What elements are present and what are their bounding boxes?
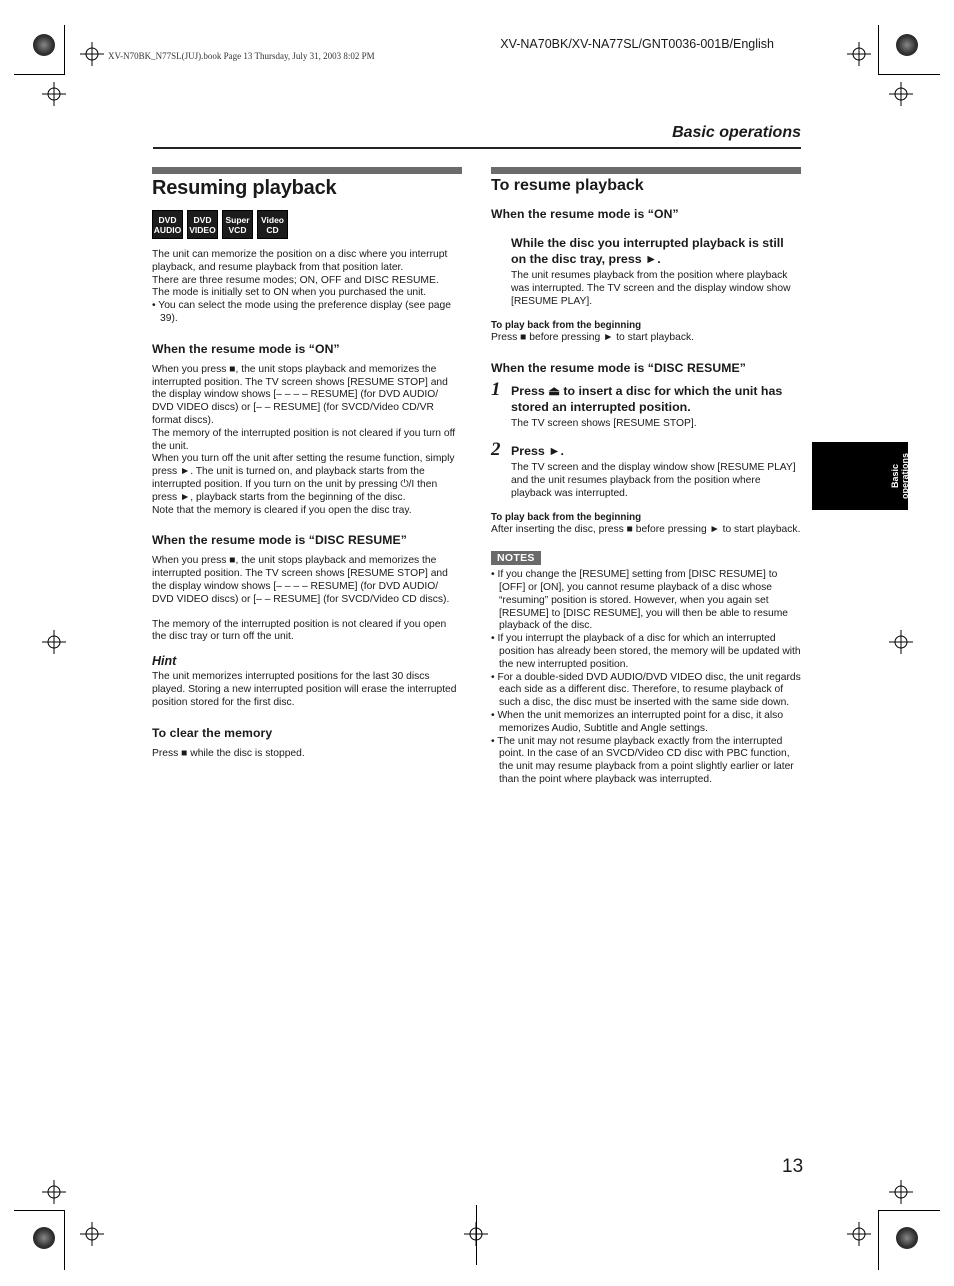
- play-beginning-text: After inserting the disc, press ■ before pressing ► to start playback.: [491, 524, 801, 536]
- step-number: 2: [491, 438, 501, 460]
- crosshair-icon: [80, 1222, 104, 1246]
- model-identifier: XV-NA70BK/XV-NA77SL/GNT0036-001B/English: [500, 37, 774, 51]
- side-tab: [812, 442, 908, 510]
- left-column: [152, 167, 462, 760]
- on-mode-paragraph: The memory of the interrupted position is not cleared if you turn off the unit.: [152, 427, 456, 452]
- play-beginning-text: Press ■ before pressing ► to start playback.: [491, 332, 694, 344]
- disc-resume-heading: When the resume mode is “DISC RESUME”: [152, 533, 407, 548]
- trim-line: [64, 25, 65, 75]
- step-1: [491, 379, 801, 431]
- on-mode-step: [491, 235, 801, 308]
- dvd-audio-badge-icon: DVD AUDIO: [152, 210, 183, 239]
- disc-resume-heading: When the resume mode is “DISC RESUME”: [491, 361, 746, 376]
- intro-paragraph: There are three resume modes; ON, OFF and DISC RESUME.: [152, 274, 439, 286]
- note-item: • The unit may not resume playback exactly from the interrupted point. In the case of an SVCD/Video CD disc with PBC function, the unit may resume playback from a point slightly earlier or later than the point where playback was interrupted.: [491, 735, 794, 785]
- intro-bullet: • You can select the mode using the preference display (see page 39).: [152, 300, 451, 324]
- crosshair-icon: [889, 1180, 913, 1204]
- intro-paragraph: The mode is initially set to ON when you purchased the unit.: [152, 287, 427, 299]
- on-mode-paragraph: Note that the memory is cleared if you open the disc tray.: [152, 504, 412, 516]
- intro-paragraph: The unit can memorize the position on a disc where you interrupt playback, and resume playback from that position later.: [152, 249, 448, 273]
- trim-line: [878, 1210, 940, 1211]
- step-title: Press ►.: [511, 443, 564, 458]
- step-title: While the disc you interrupted playback is still on the disc tray, press ►.: [511, 236, 784, 266]
- on-mode-heading: When the resume mode is “ON”: [491, 207, 679, 221]
- step-body: The TV screen and the display window show [RESUME PLAY] and the unit resumes playback from the position where playback was interrupted.: [511, 461, 796, 499]
- notes-list: [491, 569, 801, 787]
- hint-text: The unit memorizes interrupted positions for the last 30 discs played. Storing a new interrupted position will erase the interrupted position stored for the first disc.: [152, 671, 457, 708]
- step-2: [491, 438, 801, 500]
- crosshair-icon: [847, 1222, 871, 1246]
- page-number: 13: [782, 1156, 804, 1177]
- step-body: The TV screen shows [RESUME STOP].: [511, 418, 697, 430]
- on-mode-paragraph: When you press ■, the unit stops playback and memorizes the interrupted position. The TV screen shows [RESUME STOP] and the display window shows [– – – – RESUME] (for DVD AUDIO/ DVD VIDEO discs) or [– – RESUME] (for SVCD/Video CD/VR format discs).: [152, 363, 448, 426]
- on-mode-heading: When the resume mode is “ON”: [152, 341, 340, 356]
- page-title: Resuming playback: [152, 177, 337, 199]
- note-item: • If you interrupt the playback of a disc for which an interrupted position has already been stored, the memory will be updated with the new interrupted position.: [491, 633, 801, 670]
- crosshair-icon: [847, 42, 871, 66]
- registration-dot-icon: [896, 1227, 918, 1249]
- book-info-line: XV-N70BK_N77SL(JUJ).book Page 13 Thursday, July 31, 2003 8:02 PM: [108, 51, 375, 61]
- dvd-video-badge-icon: DVD VIDEO: [187, 210, 218, 239]
- disc-resume-paragraph: When you press ■, the unit stops playback and memorizes the interrupted position. The TV screen shows [RESUME STOP] and the display window shows [– – – – RESUME] (for DVD AUDIO/ DVD VIDEO discs) or [– – RESUME] (for SVCD/Video CD discs).: [152, 555, 450, 605]
- crosshair-icon: [889, 630, 913, 654]
- crosshair-icon: [889, 82, 913, 106]
- resume-playback-title: To resume playback: [491, 177, 644, 194]
- step-number: 1: [491, 379, 501, 401]
- registration-dot-icon: [33, 1227, 55, 1249]
- note-item: • For a double-sided DVD AUDIO/DVD VIDEO disc, the unit regards each side as a different disc. Therefore, to resume playback of such a disc, the disc must be inserted with the same side down.: [491, 671, 801, 709]
- trim-line: [64, 1210, 65, 1270]
- crosshair-icon: [80, 42, 104, 66]
- play-beginning-heading: To play back from the beginning: [491, 320, 642, 332]
- trim-line: [878, 74, 940, 75]
- registration-dot-icon: [33, 34, 55, 56]
- trim-line: [878, 25, 879, 75]
- disc-type-badges: [152, 210, 462, 239]
- right-column: [491, 167, 801, 787]
- play-beginning-heading: To play back from the beginning: [491, 512, 642, 524]
- clear-memory-heading: To clear the memory: [152, 725, 273, 740]
- note-item: • When the unit memorizes an interrupted point for a disc, it also memorizes Audio, Subtitle and Angle settings.: [491, 709, 784, 734]
- trim-line: [878, 1210, 879, 1270]
- section-rule: [153, 147, 801, 149]
- video-cd-badge-icon: Video CD: [257, 210, 288, 239]
- trim-line: [14, 74, 64, 75]
- step-body: The unit resumes playback from the position where playback was interrupted. The TV screen and the display window show [RESUME PLAY].: [511, 270, 791, 307]
- step-title: Press ⏏ to insert a disc for which the unit has stored an interrupted position.: [511, 384, 783, 415]
- crosshair-icon: [42, 82, 66, 106]
- side-tab-label: operations: [900, 453, 910, 500]
- hint-heading: Hint: [152, 654, 177, 669]
- clear-memory-text: Press ■ while the disc is stopped.: [152, 747, 305, 759]
- title-bar: [491, 167, 801, 174]
- on-mode-paragraph: When you turn off the unit after setting the resume function, simply press ►. The unit is turned on, and playback starts from the interrupted position. If you turn on the unit by pressing ⏻/I then press ►, playback starts from the beginning of the disc.: [152, 453, 455, 503]
- disc-resume-paragraph: The memory of the interrupted position is not cleared if you open the disc tray or turn off the unit.: [152, 618, 447, 643]
- trim-line: [476, 1205, 477, 1265]
- registration-dot-icon: [896, 34, 918, 56]
- section-heading: Basic operations: [672, 124, 801, 141]
- trim-line: [14, 1210, 64, 1211]
- title-bar: [152, 167, 462, 174]
- crosshair-icon: [42, 1180, 66, 1204]
- notes-label: NOTES: [491, 551, 541, 565]
- super-vcd-badge-icon: Super VCD: [222, 210, 253, 239]
- note-item: • If you change the [RESUME] setting from [DISC RESUME] to [OFF] or [ON], you cannot resume playback of a disc whose “resuming” position is stored. However, when you again set [RESUME] to [DISC RESUME], you will then be able to resume playback of the disc.: [491, 569, 788, 632]
- side-tab-label: Basic: [890, 463, 900, 489]
- crosshair-icon: [42, 630, 66, 654]
